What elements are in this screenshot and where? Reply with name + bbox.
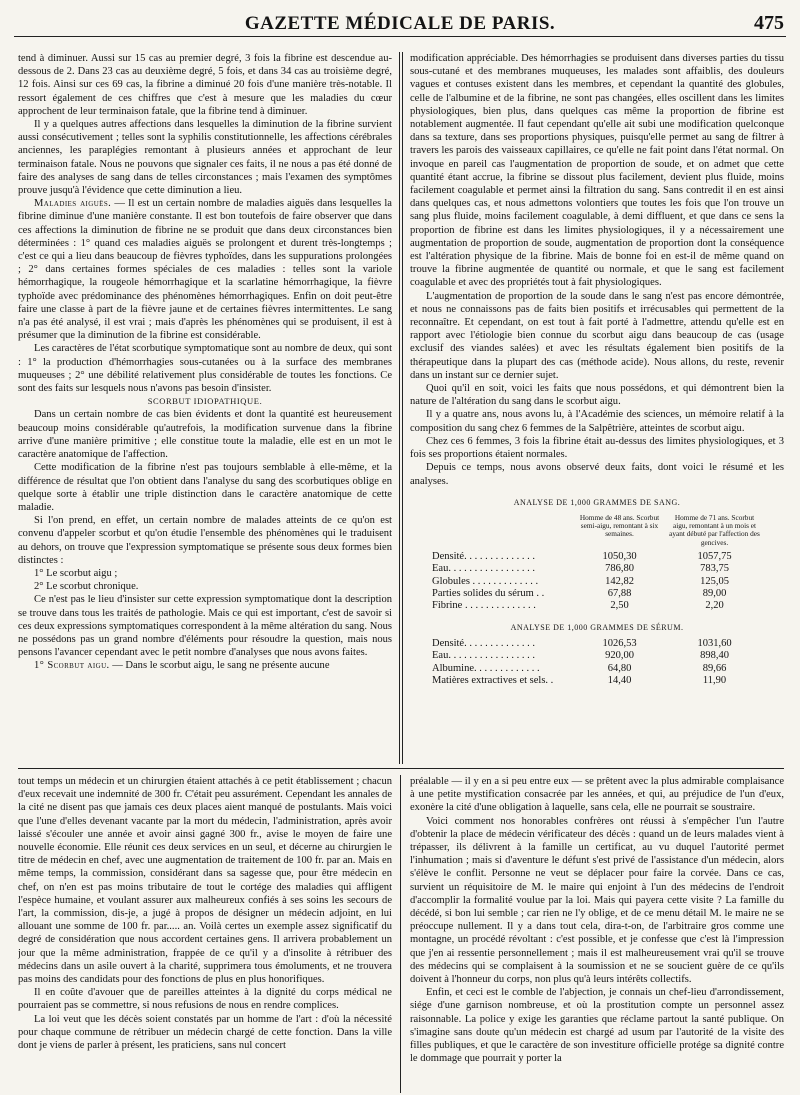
table-header: Homme de 48 ans. Scorbut semi-aigu, remontant à six semaines.	[579, 512, 660, 539]
paragraph: Depuis ce temps, nous avons observé deux faits, dont voici le résumé et les analyses.	[410, 462, 784, 487]
paragraph: Quoi qu'il en soit, voici les faits que nous possédons, et qui démontrent bien la nature de l'altération du sang dans le scorbut aigu.	[410, 383, 784, 408]
value-patient-1: 1050,30	[602, 550, 637, 562]
serum-analysis-table	[432, 638, 762, 688]
value-patient-1: 920,00	[605, 650, 634, 662]
list-item: 1° Le scorbut aigu ;	[34, 567, 118, 579]
value-patient-2: 125,05	[700, 575, 729, 587]
subsection-lead: Maladies aiguës.	[34, 198, 112, 210]
row-label: Eau. . . . . . . . . . . . . . . . .	[432, 563, 535, 575]
row-label: Globules . . . . . . . . . . . . .	[432, 575, 539, 587]
paragraph: tend à diminuer. Aussi sur 15 cas au premier degré, 3 fois la fibrine est descendue au-dessous de 2. Dans 23 cas au deuxième degré, 5 fois, et dans 34 cas au troisième degré, 12 fois. Ainsi sur ces 69 cas, la fibrine a diminué 20 fois d'une manière très-notable. Il ressort également de ces chiffres que c'est à mesure que les maladies du cœur approchent de leur terminaison fatale, que la fibrine tend à diminuer.	[18, 53, 392, 117]
row-label: Matières extractives et sels. .	[432, 675, 554, 687]
paragraph: La loi veut que les décès soient constatés par un homme de l'art : d'où la nécessité pour chaque commune de rétribuer un médecin chargé de cette fonction. Dans la ville dont je viens de parler à présent, les praticiens, sans nul concert	[18, 1013, 392, 1052]
value-patient-1: 67,88	[607, 587, 632, 599]
table-title: ANALYSE DE 1,000 GRAMMES DE SANG.	[513, 497, 681, 507]
value-patient-1: 14,40	[607, 675, 632, 687]
value-patient-2: 89,00	[702, 587, 727, 599]
value-patient-1: 1026,53	[602, 637, 637, 649]
table-row	[432, 588, 762, 600]
table-body	[432, 638, 762, 688]
section-divider	[18, 768, 784, 769]
paragraph: préalable — il y en a si peu entre eux — se prêtent avec la plus admirable complaisance à une petite mystification consacrée par les années, et qui, au préjudice de l'un d'eux, exonère la cité d'une obligation à laquelle, sans cela, elle ne pourrait se soustraire.	[410, 776, 784, 814]
journal-title: GAZETTE MÉDICALE DE PARIS.	[244, 13, 556, 34]
row-label: Fibrine . . . . . . . . . . . . . .	[432, 600, 536, 612]
paragraph: tout temps un médecin et un chirurgien étaient attachés à ce petit établissement ; chacun d'eux recevait une indemnité de 300 fr. C'était peu assurément. Cependant les annales de la cité ne disent pas que jamais ces deux places aient manqué de postulants. Mais voici que l'une d'elles devenant vacante par la mort du médecin, l'administration, après avoir laissé s'écouler une année et avoir ainsi gagné 300 fr., avise le moyen de faire une nouvelle économie. Elle réunit ces deux services en un seul, et décerne au chirurgien le titre de médecin en chef, avec une augmentation de traitement de 100 fr. par an. Mais en même temps, la commission, considérant dans sa sagesse que, pour être médecin en chef, on n'en est pas moins tributaire de tout le cortége des maladies qui affligent l'espèce humaine, et voulant assurer aux malheureux confiés à ses soins les secours de l'art, la commission, dis-je, a jugé à propos de désigner un médecin adjoint, en lui allouant une somme de 100 fr. par..... an. Voilà certes un exemple assez significatif du degré de considération que nous accordent certaines gens. Il arrivera probablement un jour que la même administration, frappée de ce qu'il y a d'insolite à rétribuer des médecins dans un asile ouvert à la charité, supprimera tous émoluments, et ne trouvera pas moins des candidats pour des fonctions de plus en plus honorifiques.	[18, 776, 392, 986]
value-patient-2: 1031,60	[697, 637, 732, 649]
paragraph: Enfin, et ceci est le comble de l'abjection, je connais un chef-lieu d'arrondissement, siége d'une garnison nombreuse, et où la prostitution compte un personnel assez raisonnable. La police y exige les garanties que réclame partout la santé publique. On s'imagine sans doute qu'un médecin est chargé ad usum par l'autorité de la visite des filles publiques, et que le caractère de son investiture officielle protége sa dignité contre le dommage que pourrait y porter la	[410, 987, 784, 1065]
table-header-spacer	[432, 513, 572, 551]
value-patient-1: 786,80	[605, 563, 634, 575]
row-label: Parties solides du sérum . .	[432, 587, 545, 599]
table-row	[432, 675, 762, 687]
column-divider	[399, 52, 403, 764]
paragraph-text: — Dans le scorbut aigu, le sang ne présente aucune	[109, 660, 330, 672]
bottom-right-column	[410, 775, 784, 1093]
table-header: Homme de 71 ans. Scorbut aigu, remontant à un mois et ayant débuté par l'affection des gencives.	[669, 512, 760, 547]
paragraph: Si l'on prend, en effet, un certain nombre de malades atteints de ce qu'on est convenu d'appeler scorbut et qu'on étudie l'ensemble des phénomènes qui le traduisent au dehors, on trouve que l'expression symptomatique se présente sous deux formes bien distinctes :	[18, 515, 392, 566]
table-row	[432, 551, 762, 563]
row-label: Densité. . . . . . . . . . . . . .	[432, 550, 535, 562]
value-patient-2: 2,20	[705, 600, 724, 612]
table-row	[432, 563, 762, 575]
section-heading: SCORBUT IDIOPATHIQUE.	[147, 396, 263, 407]
paragraph: Les caractères de l'état scorbutique symptomatique sont au nombre de deux, qui sont : 1° la production d'hémorrhagies sous-cutanées ou à la surface des membranes muqueuses ; 2° une débilité relativement plus considérable de toutes les fonctions. Ce sont des faits sur lesquels nous n'avons pas besoin d'insister.	[18, 343, 392, 395]
table-row	[432, 600, 762, 612]
subsection-lead: 1° Scorbut aigu.	[34, 660, 110, 672]
value-patient-2: 898,40	[700, 650, 729, 662]
right-column	[410, 52, 784, 764]
value-patient-1: 142,82	[605, 575, 634, 587]
value-patient-1: 64,80	[607, 662, 632, 674]
paragraph	[18, 659, 392, 672]
list-item: 2° Le scorbut chronique.	[34, 581, 139, 593]
paragraph: Il en coûte d'avouer que de pareilles atteintes à la dignité du corps médical ne pourraient pas se commettre, si nous refusions de nous en rendre complices.	[18, 987, 392, 1012]
table-row	[432, 638, 762, 650]
table-row	[432, 650, 762, 662]
paragraph: Voici comment nos honorables confrères ont réussi à s'empêcher l'un l'autre d'obtenir la place de médecin vérificateur des décès : quand un de leurs malades vient à trépasser, ils délivrent à la famille un certificat, au vu duquel l'autorité permet l'inhumation ; mais si d'aventure le défunt s'est privé de l'assistance d'un médecin, alors s'élève le conflit. Personne ne veut se déplacer pour faire la corvée. Dans ce cas, survient un réquisitoire de M. le maire qui enjoint à l'un des médecins de l'endroit d'accomplir la formalité voulue par la loi. Mais qui payera cette visite ? La famille du décédé, si bon lui semble ; car rien ne l'y oblige, et de ce menu détail M. le maire ne se préoccupe nullement. Il y a dans tout cela, dira-t-on, de l'arbitraire gros comme une montagne, un procédé révoltant : c'est possible, et je confesse que c'est là l'impression que j'en ai ressentie personnellement ; mais il est malheureusement vrai qu'il se trouve des médecins qui se complaisent à la soumission et ne se soucient guère de ce qu'ils doivent à l'honneur du corps, non plus qu'à leurs intérêts collectifs.	[410, 815, 784, 986]
paragraph-text: — Il est un certain nombre de maladies aiguës dans lesquelles la fibrine diminue d'une manière constante. Il est bon toutefois de faire observer que dans ces affections la diminution de fibrine ne se produit que dans deux circonstances bien déterminées : 1° quand ces maladies aiguës se prolongent et durent très-longtemps ; c'est ce qui a lieu dans beaucoup de fièvres typhoïdes, dans les suppurations prolongées ; 2° dans certaines formes spéciales de ces maladies : telles sont la variole hémorrhagique, la rougeole hémorrhagique et la scarlatine hémorrhagique, la fièvre typhoïde avec prédominance des phénomènes hémorrhagiques. Enfin on doit peut-être faire une classe à part de la fièvre jaune et de certaines fièvres intermittentes. Le sang n'a pas été analysé, il est vrai ; mais d'après les phénomènes qui se produisent, il est à présumer que la diminution de la fibrine est considérable.	[18, 198, 392, 342]
row-label: Eau. . . . . . . . . . . . . . . . .	[432, 650, 535, 662]
paragraph: Dans un certain nombre de cas bien évidents et dont la quantité est heureusement beaucoup moins considérable qu'autrefois, la modification survenue dans la fibrine arrive d'une manière primitive ; elle constitue toute la maladie, elle est en un mot le caractère anatomique de l'affection.	[18, 409, 392, 461]
paragraph: Chez ces 6 femmes, 3 fois la fibrine était au-dessus des limites physiologiques, et 3 fois ses proportions étaient normales.	[410, 435, 784, 461]
page-header	[14, 12, 786, 37]
column-divider	[400, 775, 401, 1093]
value-patient-2: 89,66	[702, 662, 727, 674]
table-row	[432, 576, 762, 588]
paragraph: modification appréciable. Des hémorrhagies se produisent dans diverses parties du tissu sous-cutané et des membranes muqueuses, les malades sont affaiblis, des douleurs vagues et contuses existent dans les membres, et cependant la quantité des globules, celle de l'albumine et de la fibrine, ne sont pas changées, elles oscillent dans les limites physiologiques, bien plus, dans quelques cas même la proportion de fibrine est notablement augmentée. Il faut cependant qu'elle ait subi une modification quelconque dans sa texture, dans ses proportions physiques, puisqu'elle permet au sang de filtrer à travers les parois des vaisseaux capillaires, ce qu'elle ne fait point dans l'état normal. On invoque en pareil cas l'augmentation de proportion de soude, et on admet que cette quantité étant accrue, la fibrine se dissout plus facilement, devient plus fluide, moins facilement coagulable et permet ainsi la filtration du sang. Sans contredit il en est ainsi dans quelques cas, et nous admettons volontiers que toutes les fois que l'on trouve un sang plus fluide, moins facilement coagulable, à demi diffluent, et que dans ce sens la proportion de fibrine est dans les limites physiologiques, il y a nécessairement une augmentation de proportion de soude, augmentation de proportion dont la conséquence est l'altération physique de la fibrine. Mais de bonne foi en est-il de même quand on trouve la fibrine augmentée de quantité ou normale, et que le sang est facilement coagulable et avec des propriétés tout à fait physiologiques.	[410, 53, 784, 289]
table-body	[432, 551, 762, 613]
paragraph: L'augmentation de proportion de la soude dans le sang n'est pas encore démontrée, et nous ne connaissons pas de faits bien positifs et irrécusables qui permettent de la reconnaître. Et cependant, on est tout à fait porté à l'admettre, attendu qu'elle est en rapport avec l'étiologie bien connue du scorbut aigu dans beaucoup de cas (usage exclusif des viandes salées) et avec les résultats également bien positifs de la thérapeutique dans la plupart des cas (méthode acide). Nous allons, du reste, revenir dans un instant sur ce dernier sujet.	[410, 290, 784, 381]
value-patient-2: 783,75	[700, 563, 729, 575]
value-patient-2: 1057,75	[697, 550, 732, 562]
paragraph: Il y a quatre ans, nous avons lu, à l'Académie des sciences, un mémoire relatif à la composition du sang chez 6 femmes de la Salpêtrière, atteintes de scorbut aigu.	[410, 409, 784, 434]
table-row	[432, 663, 762, 675]
row-label: Densité. . . . . . . . . . . . . .	[432, 637, 535, 649]
blood-analysis-table	[432, 513, 762, 613]
paragraph: Ce n'est pas le lieu d'insister sur cette expression symptomatique dont la description se trouve dans tous les traités de pathologie. Mais ce qui est important, c'est de savoir si ces deux expressions symptomatiques correspondent à la même altération du sang. Nous ne possédons pas un grand nombre d'éléments pour résoudre la question, mais nous pensons l'avancer cependant avec le petit nombre d'analyses que nous avons faites.	[18, 594, 392, 659]
left-column	[18, 52, 392, 764]
paragraph: Il y a quelques autres affections dans lesquelles la diminution de la fibrine survient aussi consécutivement ; telles sont la syphilis constitutionnelle, les affections cérébrales anciennes, les paraplégies remontant à plusieurs années et approchant de leur terminaison fatale. Nous ne pouvons que signaler ces faits, il ne nous a pas été donné de faire des analyses de sang dans de telles circonstances ; mais l'examen des symptômes prouve jusqu'à l'évidence que cette diminution a lieu.	[18, 119, 392, 197]
bottom-left-column	[18, 775, 392, 1093]
page-number: 475	[754, 12, 784, 34]
row-label: Albumine. . . . . . . . . . . . .	[432, 662, 540, 674]
value-patient-2: 11,90	[702, 675, 727, 687]
table-title: ANALYSE DE 1,000 GRAMMES DE SÉRUM.	[510, 622, 684, 632]
paragraph: Cette modification de la fibrine n'est pas toujours semblable à elle-même, et la différence de résultat que l'on obtient dans l'analyse du sang des scorbutiques oblige en quelque sorte à établir une triple distinction dans le caractère anatomique de cette maladie.	[18, 462, 392, 513]
paragraph	[18, 197, 392, 342]
value-patient-1: 2,50	[610, 600, 629, 612]
